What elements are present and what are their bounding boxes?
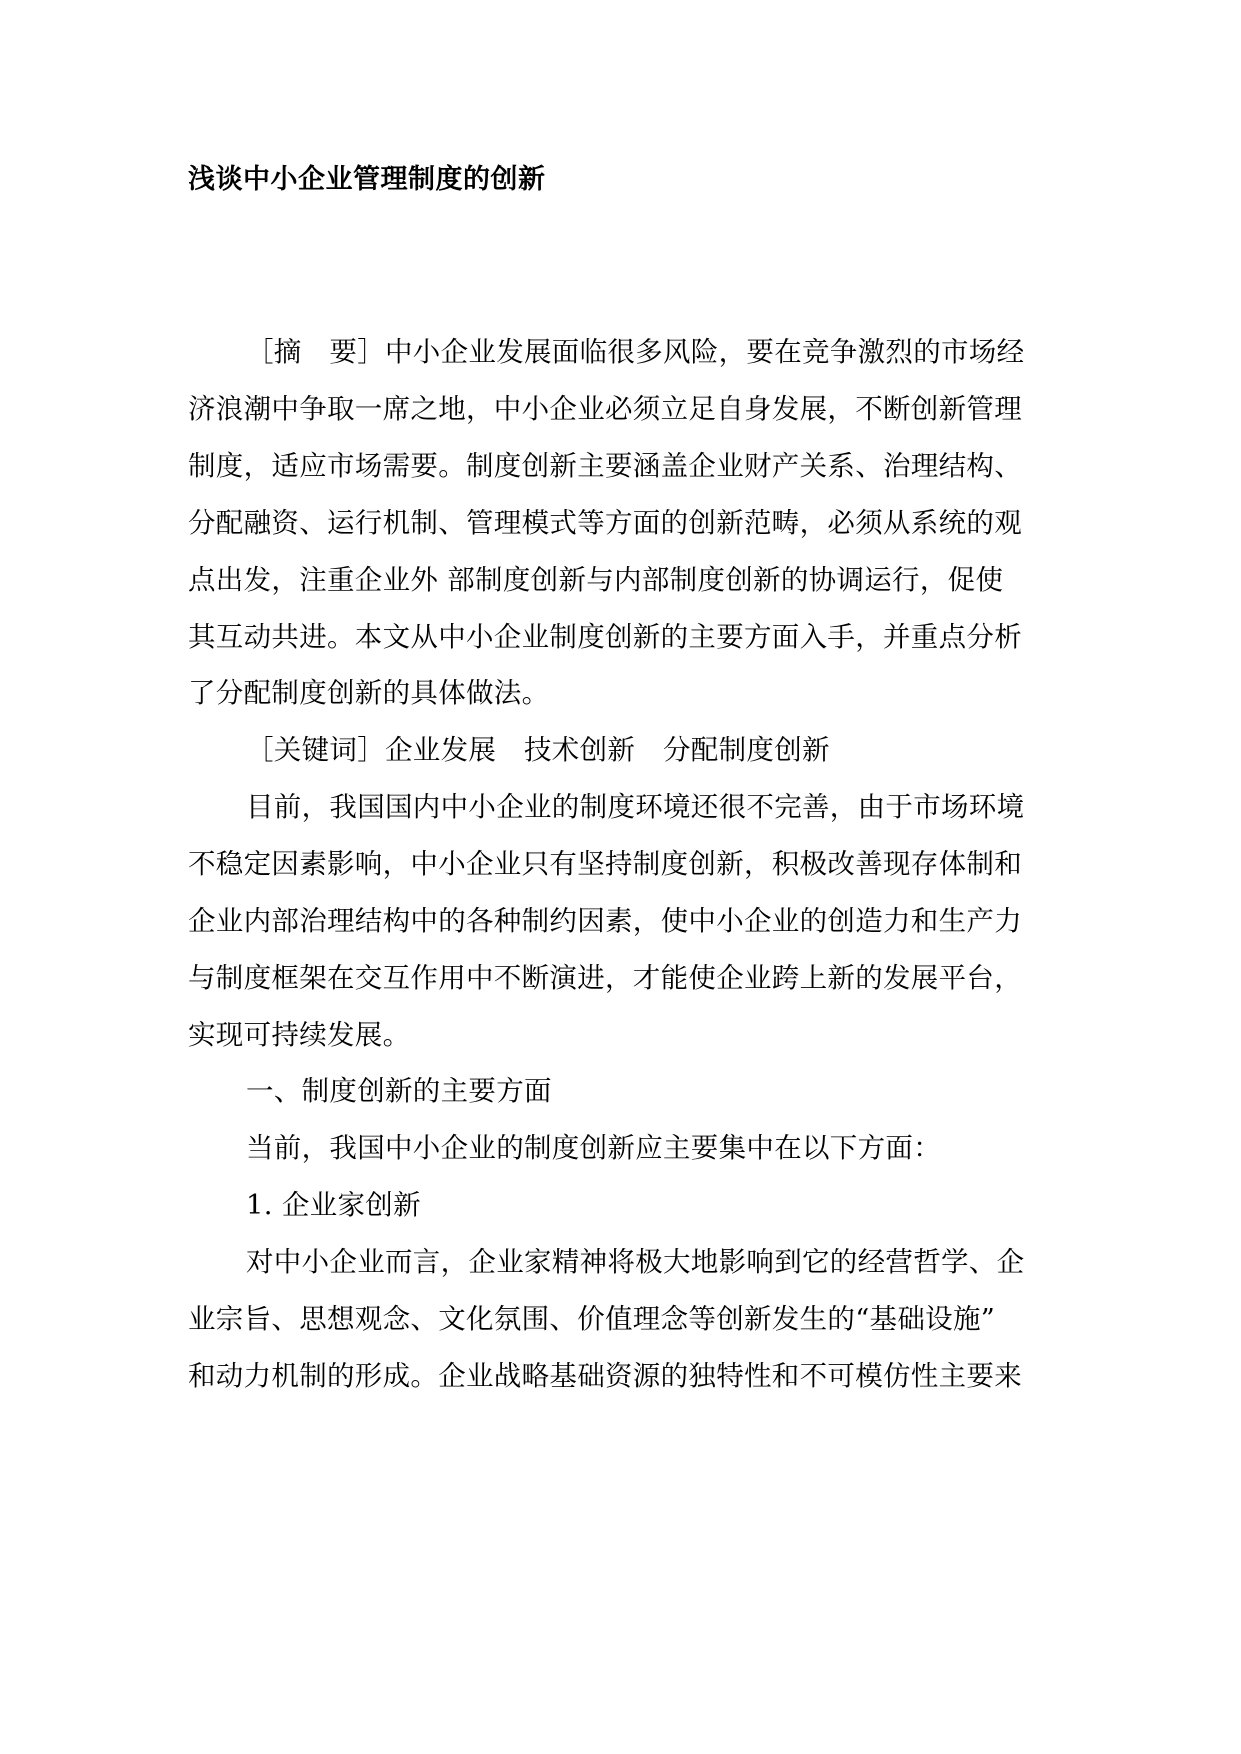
abstract-line-3: 制度，适应市场需要。制度创新主要涵盖企业财产关系、治理结构、 xyxy=(188,450,1022,482)
document-title: 浅谈中小企业管理制度的创新 xyxy=(188,164,546,195)
abstract-line-5: 点出发，注重企业外 部制度创新与内部制度创新的协调运行，促使 xyxy=(188,564,1004,596)
body-line-5: 实现可持续发展。 xyxy=(188,1019,411,1051)
body-line-4: 与制度框架在交互作用中不断演进，才能使企业跨上新的发展平台， xyxy=(188,962,1022,994)
abstract-line-7: 了分配制度创新的具体做法。 xyxy=(188,677,550,709)
subsection-line-1: 对中小企业而言，企业家精神将极大地影响到它的经营哲学、企 xyxy=(246,1246,1025,1278)
body-line-2: 不稳定因素影响，中小企业只有坚持制度创新，积极改善现存体制和 xyxy=(188,848,1022,880)
body-line-1: 目前，我国国内中小企业的制度环境还很不完善，由于市场环境 xyxy=(246,791,1025,823)
abstract-line-2: 济浪潮中争取一席之地，中小企业必须立足自身发展，不断创新管理 xyxy=(188,393,1022,425)
section-heading: 一、制度创新的主要方面 xyxy=(246,1075,552,1107)
section-intro: 当前，我国中小企业的制度创新应主要集中在以下方面： xyxy=(246,1132,941,1164)
subsection-line-2: 业宗旨、思想观念、文化氛围、价值理念等创新发生的“基础设施” xyxy=(188,1303,996,1335)
subsection-line-3: 和动力机制的形成。企业战略基础资源的独特性和不可模仿性主要来 xyxy=(188,1360,1022,1392)
body-line-3: 企业内部治理结构中的各种制约因素，使中小企业的创造力和生产力 xyxy=(188,905,1022,937)
abstract-line-1: ［摘 要］中小企业发展面临很多风险，要在竞争激烈的市场经 xyxy=(246,336,1025,368)
abstract-line-4: 分配融资、运行机制、管理模式等方面的创新范畴，必须从系统的观 xyxy=(188,507,1022,539)
abstract-line-6: 其互动共进。本文从中小企业制度创新的主要方面入手，并重点分析 xyxy=(188,621,1022,653)
keywords-line: ［关键词］企业发展 技术创新 分配制度创新 xyxy=(246,734,830,766)
subsection-heading: 1. 企业家创新 xyxy=(246,1189,421,1221)
